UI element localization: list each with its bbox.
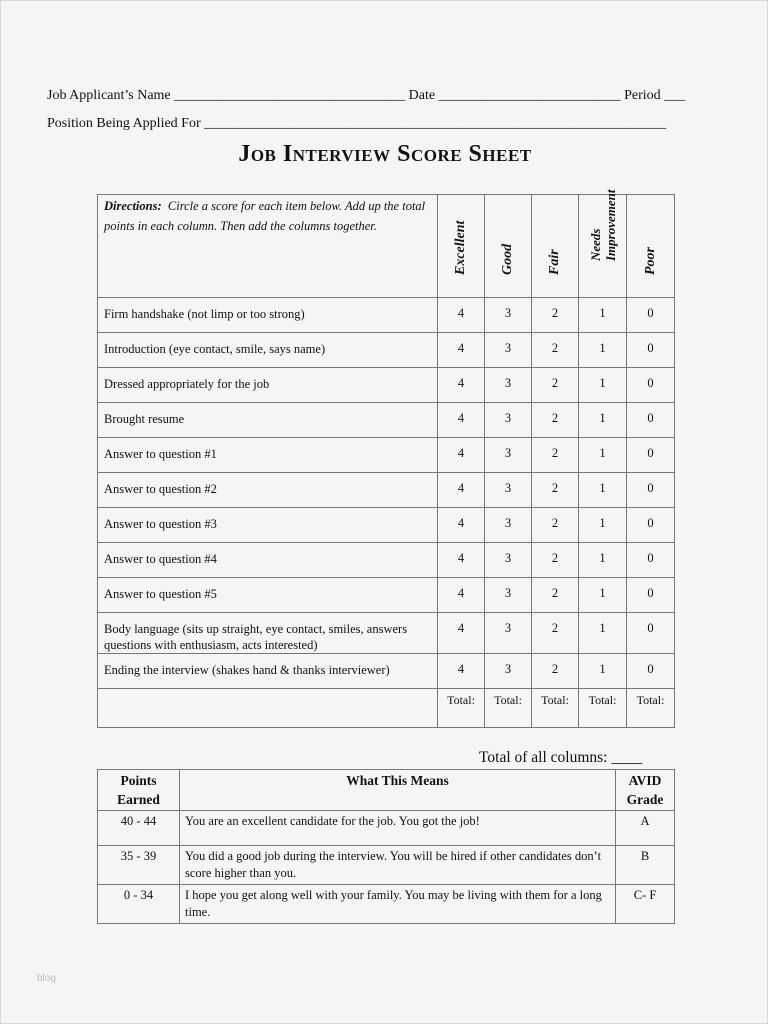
score-option[interactable]: 1 xyxy=(579,438,627,473)
score-option[interactable]: 1 xyxy=(579,508,627,543)
criteria-label: Body language (sits up straight, eye contact, smiles, answers questions with enthusiasm, acts interested) xyxy=(98,613,438,654)
total-good: Total: xyxy=(485,689,532,728)
score-option[interactable]: 4 xyxy=(438,654,485,689)
criteria-label: Ending the interview (shakes hand & thanks interviewer) xyxy=(98,654,438,689)
header-points-earned: Points Earned xyxy=(98,770,180,811)
score-option[interactable]: 0 xyxy=(627,613,675,654)
score-option[interactable]: 1 xyxy=(579,613,627,654)
key-grade: A xyxy=(616,811,675,846)
score-option[interactable]: 0 xyxy=(627,368,675,403)
key-meaning: You are an excellent candidate for the job. You got the job! xyxy=(180,811,616,846)
score-option[interactable]: 1 xyxy=(579,298,627,333)
score-option[interactable]: 1 xyxy=(579,368,627,403)
score-option[interactable]: 2 xyxy=(532,613,579,654)
score-option[interactable]: 3 xyxy=(485,438,532,473)
key-points: 0 - 34 xyxy=(98,885,180,924)
col-header-excellent: Excellent xyxy=(438,195,485,298)
score-option[interactable]: 4 xyxy=(438,403,485,438)
score-option[interactable]: 0 xyxy=(627,438,675,473)
score-option[interactable]: 0 xyxy=(627,333,675,368)
criteria-row xyxy=(98,333,675,368)
score-option[interactable]: 4 xyxy=(438,473,485,508)
score-option[interactable]: 4 xyxy=(438,333,485,368)
score-option[interactable]: 0 xyxy=(627,298,675,333)
score-option[interactable]: 3 xyxy=(485,654,532,689)
key-points: 40 - 44 xyxy=(98,811,180,846)
key-points: 35 - 39 xyxy=(98,846,180,885)
score-option[interactable]: 3 xyxy=(485,543,532,578)
score-option[interactable]: 1 xyxy=(579,403,627,438)
score-option[interactable]: 2 xyxy=(532,508,579,543)
criteria-row xyxy=(98,368,675,403)
score-option[interactable]: 4 xyxy=(438,368,485,403)
score-option[interactable]: 2 xyxy=(532,333,579,368)
criteria-row xyxy=(98,298,675,333)
criteria-label: Answer to question #4 xyxy=(98,543,438,578)
score-option[interactable]: 0 xyxy=(627,508,675,543)
score-option[interactable]: 3 xyxy=(485,508,532,543)
criteria-row xyxy=(98,578,675,613)
applicant-name-line: Job Applicant’s Name _________________________________ Date __________________________ Period ___ xyxy=(47,88,686,103)
key-grade: C- F xyxy=(616,885,675,924)
directions-cell xyxy=(98,195,438,298)
score-option[interactable]: 2 xyxy=(532,368,579,403)
watermark: blog xyxy=(37,973,56,984)
score-option[interactable]: 4 xyxy=(438,438,485,473)
score-table xyxy=(97,189,675,728)
score-option[interactable]: 0 xyxy=(627,578,675,613)
directions-lead: Directions: xyxy=(104,199,162,213)
criteria-row xyxy=(98,613,675,654)
col-header-poor: Poor xyxy=(627,195,675,298)
score-option[interactable]: 2 xyxy=(532,403,579,438)
totals-row-blank xyxy=(98,689,438,728)
score-option[interactable]: 1 xyxy=(579,654,627,689)
score-option[interactable]: 3 xyxy=(485,613,532,654)
totals-row xyxy=(98,689,675,728)
col-header-good: Good xyxy=(485,195,532,298)
score-option[interactable]: 2 xyxy=(532,543,579,578)
col-header-fair: Fair xyxy=(532,195,579,298)
total-excellent: Total: xyxy=(438,689,485,728)
score-option[interactable]: 4 xyxy=(438,578,485,613)
criteria-list xyxy=(98,298,675,689)
score-option[interactable]: 0 xyxy=(627,654,675,689)
total-poor: Total: xyxy=(627,689,675,728)
directions-text: Circle a score for each item below. Add up the total points in each column. Then add the columns together. xyxy=(104,199,426,233)
key-row xyxy=(98,846,675,885)
position-line: Position Being Applied For __________________________________________________________________ xyxy=(47,116,667,131)
criteria-label: Introduction (eye contact, smile, says name) xyxy=(98,333,438,368)
criteria-label: Answer to question #2 xyxy=(98,473,438,508)
score-option[interactable]: 2 xyxy=(532,654,579,689)
criteria-row xyxy=(98,543,675,578)
score-option[interactable]: 3 xyxy=(485,403,532,438)
score-option[interactable]: 3 xyxy=(485,368,532,403)
grading-key-table xyxy=(97,769,675,924)
criteria-label: Answer to question #3 xyxy=(98,508,438,543)
total-needs-improvement: Total: xyxy=(579,689,627,728)
key-rows xyxy=(98,811,675,924)
criteria-row xyxy=(98,438,675,473)
key-header-row xyxy=(98,770,675,811)
score-option[interactable]: 4 xyxy=(438,613,485,654)
score-option[interactable]: 4 xyxy=(438,508,485,543)
criteria-label: Brought resume xyxy=(98,403,438,438)
score-option[interactable]: 3 xyxy=(485,333,532,368)
page-title: Job Interview Score Sheet xyxy=(238,141,532,167)
criteria-label: Answer to question #5 xyxy=(98,578,438,613)
key-meaning: I hope you get along well with your family. You may be living with them for a long time. xyxy=(180,885,616,924)
score-option[interactable]: 3 xyxy=(485,298,532,333)
score-option[interactable]: 3 xyxy=(485,473,532,508)
key-row xyxy=(98,885,675,924)
criteria-row xyxy=(98,654,675,689)
score-option[interactable]: 1 xyxy=(579,473,627,508)
score-option[interactable]: 2 xyxy=(532,298,579,333)
score-option[interactable]: 4 xyxy=(438,298,485,333)
score-table-header xyxy=(98,195,675,298)
total-fair: Total: xyxy=(532,689,579,728)
score-option[interactable]: 1 xyxy=(579,578,627,613)
criteria-row xyxy=(98,473,675,508)
criteria-label: Answer to question #1 xyxy=(98,438,438,473)
score-option[interactable]: 0 xyxy=(627,473,675,508)
criteria-label: Firm handshake (not limp or too strong) xyxy=(98,298,438,333)
header-avid-grade: AVID Grade xyxy=(616,770,675,811)
key-meaning: You did a good job during the interview. You will be hired if other candidates don’t score higher than you. xyxy=(180,846,616,885)
criteria-row xyxy=(98,403,675,438)
score-option[interactable]: 2 xyxy=(532,578,579,613)
score-option[interactable]: 0 xyxy=(627,403,675,438)
score-option[interactable]: 0 xyxy=(627,543,675,578)
col-header-needs-improvement: Needs Improvement xyxy=(579,195,627,298)
score-option[interactable]: 1 xyxy=(579,543,627,578)
key-grade: B xyxy=(616,846,675,885)
score-option[interactable]: 1 xyxy=(579,333,627,368)
score-option[interactable]: 2 xyxy=(532,438,579,473)
total-of-all-columns: Total of all columns: ____ xyxy=(479,749,643,766)
criteria-label: Dressed appropriately for the job xyxy=(98,368,438,403)
score-option[interactable]: 2 xyxy=(532,473,579,508)
score-option[interactable]: 3 xyxy=(485,578,532,613)
header-what-this-means: What This Means xyxy=(180,770,616,811)
score-option[interactable]: 4 xyxy=(438,543,485,578)
key-row xyxy=(98,811,675,846)
criteria-row xyxy=(98,508,675,543)
